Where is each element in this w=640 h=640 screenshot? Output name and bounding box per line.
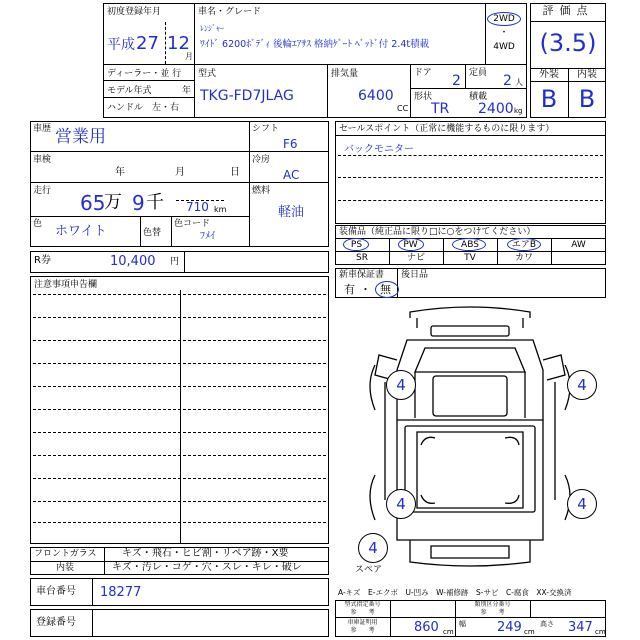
top-frame <box>103 3 527 118</box>
load-label: 積載 <box>469 92 488 102</box>
capacity-unit: 人 <box>515 78 523 87</box>
recycle-value: 10,400 <box>110 254 156 269</box>
equip-abs[interactable]: ABS <box>461 240 479 250</box>
interior-damage-legend: キズ・汚レ・コゲ・穴・スレ・キレ・破レ <box>112 562 302 573</box>
equip-pw[interactable]: PW <box>403 240 418 250</box>
new-warranty-label: 新車保証書 <box>339 270 385 280</box>
equip-navi[interactable]: ナビ <box>406 253 425 263</box>
score-value: (3.5) <box>539 29 597 57</box>
width-value: 249 <box>497 620 522 635</box>
interior-grade: B <box>578 85 596 113</box>
mileage-label: 走行 <box>33 186 52 196</box>
tire-spare: 4 <box>358 533 388 563</box>
width-label: 幅 <box>459 620 466 628</box>
capacity-value: 2 <box>503 73 512 89</box>
tire-front-left: 4 <box>386 370 416 400</box>
history-value: 営業用 <box>55 127 106 147</box>
tire-rear-right: 4 <box>567 489 597 519</box>
tire-front-right: 4 <box>567 370 597 400</box>
car-grade-line2: ﾜｲﾄﾞ 6200ﾎﾞﾃﾞｨ 後輪ｴｱｻｽ 格納ｹﾞｰﾄ ﾍﾞｯﾄﾞ付 2.4t積載 <box>200 39 430 50</box>
drive-2wd: 2WD <box>493 14 515 24</box>
sales-frame <box>335 121 606 224</box>
length-value: 860 <box>414 620 439 635</box>
interior-label: 内装 <box>577 69 597 80</box>
shift-value: F6 <box>283 137 298 151</box>
spec-number-label: 型式指定番号 <box>344 601 381 608</box>
chassis-label: 車台番号 <box>36 586 76 597</box>
mileage-rest: 710 <box>186 200 209 214</box>
equip-airbag[interactable]: エアB <box>511 240 537 250</box>
windshield-legend: キズ・飛石・ヒビ割・リペア跡・X要 <box>122 548 289 559</box>
height-value: 347 <box>568 620 593 635</box>
later-items-label: 後日品 <box>401 270 429 280</box>
km-unit: km <box>214 205 227 214</box>
reg-number-label: 登録番号 <box>36 617 76 628</box>
ac-value: AC <box>283 168 300 182</box>
handle-label: ハンドル 左・右 <box>107 103 180 113</box>
exterior-grade: B <box>540 85 558 113</box>
load-unit: kg <box>514 107 523 115</box>
class-number-label: 類別区分番号 <box>474 601 511 608</box>
inspection-label: 車検 <box>33 155 52 165</box>
registration-year: 27 <box>136 33 159 54</box>
inspection-day-unit: 日 <box>230 167 240 178</box>
recycle-label: R券 <box>34 255 51 266</box>
equip-sr[interactable]: SR <box>356 253 368 263</box>
garage-cert-label: 車庫証明用 <box>347 619 378 626</box>
ac-label: 冷房 <box>252 155 271 165</box>
color-code-label: 色コード <box>174 219 211 229</box>
recycle-frame <box>30 251 329 273</box>
shape-label: 形状 <box>414 92 433 102</box>
displacement-label: 排気量 <box>331 69 359 79</box>
first-registration-label: 初度登録年月 <box>107 7 162 17</box>
sen-unit: 千 <box>146 192 164 213</box>
new-warranty-no: 無 <box>380 283 391 296</box>
warranty-no-circle <box>375 281 399 298</box>
color-value: ホワイト <box>55 224 107 239</box>
registration-month: 12 <box>167 33 190 54</box>
notes-label: 注意事項申告欄 <box>34 280 98 290</box>
score-label: 評価点 <box>542 4 594 17</box>
damage-legend: A-キズ E-エクボ U-凹み W-補修跡 S-サビ C-腐食 XX-交換済 <box>338 588 572 597</box>
fuel-value: 軽油 <box>278 205 305 220</box>
sales-point-line1: バックモニター <box>344 144 414 155</box>
door-value: 2 <box>452 73 461 89</box>
month-unit: 月 <box>185 52 193 61</box>
class-number-sub: 参 考 <box>480 609 505 616</box>
mileage-man: 65 <box>80 191 106 215</box>
new-warranty-yes: 有 <box>344 283 355 296</box>
man-unit: 万 <box>104 192 122 213</box>
spec-number-sub: 参 考 <box>350 609 375 616</box>
displacement-unit: CC <box>397 104 409 113</box>
model-year-unit: 年 <box>182 86 192 96</box>
windshield-label: フロントガラス <box>34 549 97 559</box>
color-label: 色 <box>33 219 43 229</box>
door-label: ドア <box>414 68 432 78</box>
type-label: 型式 <box>198 69 217 79</box>
color-code-value: ﾌﾒｲ <box>200 231 215 242</box>
exterior-label: 外装 <box>539 69 559 80</box>
capacity-label: 定員 <box>469 68 488 78</box>
equip-tv[interactable]: TV <box>464 253 476 263</box>
height-unit: cm <box>595 628 606 636</box>
equipment-label: 装備品（純正品に限り□に○をつけてください） <box>339 227 536 237</box>
interior-damage-label: 内装 <box>56 563 75 573</box>
shift-label: シフト <box>252 124 280 134</box>
garage-cert-sub: 参 考 <box>350 627 375 634</box>
shape-value: TR <box>431 101 450 117</box>
new-warranty-sep: ・ <box>360 283 371 296</box>
drive-dot: ・ <box>499 28 509 38</box>
car-name-label: 車名・グレード <box>198 7 262 17</box>
height-label: 高さ <box>540 620 554 628</box>
inspection-year-unit: 年 <box>115 167 125 178</box>
drive-4wd: 4WD <box>493 42 515 52</box>
car-name-line1: ﾚﾝｼﾞｬｰ <box>200 24 224 33</box>
equip-ps[interactable]: PS <box>350 240 363 250</box>
recycle-unit: 円 <box>170 257 180 267</box>
color-change-label: 色替 <box>143 228 162 238</box>
history-label: 車歴 <box>33 124 52 134</box>
fuel-label: 燃料 <box>252 186 271 196</box>
equip-aw[interactable]: AW <box>571 240 586 250</box>
mileage-sen: 9 <box>132 191 145 215</box>
inspection-month-unit: 月 <box>175 167 185 178</box>
chassis-value: 18277 <box>100 585 142 600</box>
type-value: TKG-FD7JLAG <box>200 88 294 104</box>
displacement-value: 6400 <box>358 88 394 104</box>
width-unit: cm <box>524 628 535 636</box>
dealer-label: ディーラー・並 行 <box>107 69 182 79</box>
spare-label: スペア <box>355 565 383 575</box>
registration-era: 平成 <box>107 37 135 53</box>
length-unit: cm <box>443 628 454 636</box>
model-year-label: モデル年式 <box>107 86 152 96</box>
equip-leather[interactable]: カワ <box>514 253 533 263</box>
sales-point-label: セールスポイント（正常に機能するものに限ります） <box>339 124 555 134</box>
tire-rear-left: 4 <box>386 489 416 519</box>
load-value: 2400 <box>478 101 514 117</box>
